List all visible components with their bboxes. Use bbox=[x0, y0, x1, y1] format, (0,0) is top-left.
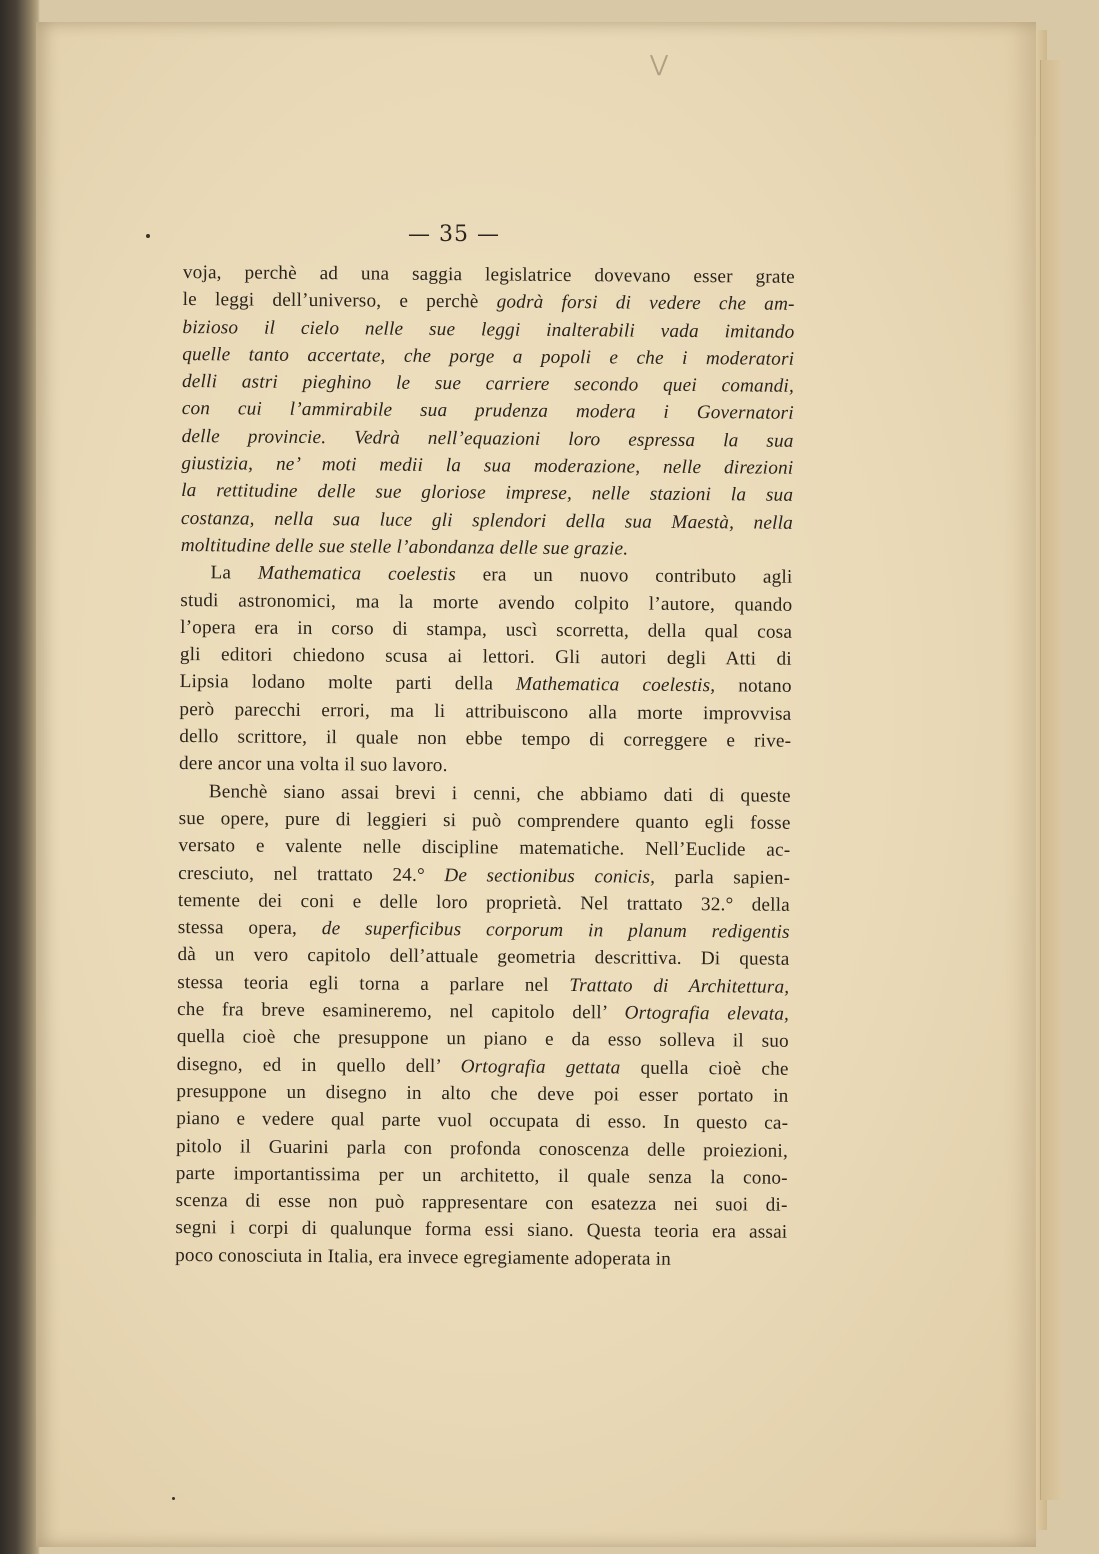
text-segment: La bbox=[210, 562, 258, 584]
text-segment: che fra breve esamineremo, nel capitolo dell’ bbox=[177, 998, 625, 1024]
text-line bbox=[175, 1242, 787, 1274]
italic-segment: con cui l’ammirabile sua prudenza modera i Governatori bbox=[181, 398, 794, 425]
text-segment: stessa opera, bbox=[177, 917, 322, 940]
page-edge bbox=[1040, 60, 1063, 1500]
ink-speck bbox=[172, 1497, 175, 1500]
italic-segment: quelle tanto accertate, che porge a popoli e che i moderatori bbox=[182, 343, 795, 370]
text-segment: Benchè siano assai brevi i cenni, che abbiamo dati di queste bbox=[208, 780, 791, 807]
text-segment: notano bbox=[715, 675, 792, 698]
text-segment: era un nuovo contributo agli bbox=[455, 564, 793, 589]
ink-speck bbox=[146, 234, 150, 238]
text-segment: però parecchi errori, ma li attribuiscono alla morte improvvisa bbox=[179, 698, 792, 725]
italic-segment: delle provincie. Vedrà nell’equazioni loro espressa la sua bbox=[181, 425, 794, 452]
italic-segment: la rettitudine delle sue gloriose imprese, nelle stazioni la sua bbox=[181, 480, 794, 507]
text-segment: l’opera era in corso di stampa, uscì scorretta, della qual cosa bbox=[180, 616, 793, 643]
italic-segment: godrà forsi di vedere che am- bbox=[496, 291, 795, 316]
text-segment: dello scrittore, il quale non ebbe tempo di correggere e rive- bbox=[179, 726, 792, 752]
italic-segment: Trattato di Architettura, bbox=[569, 974, 790, 998]
italic-segment: Ortografia gettata bbox=[460, 1055, 621, 1079]
text-line bbox=[175, 1214, 787, 1246]
italic-segment: De sectionibus conicis, bbox=[444, 864, 656, 888]
corner-mark: ⋁ bbox=[650, 52, 669, 77]
text-segment: le leggi dell’universo, e perchè bbox=[182, 289, 497, 313]
body-text bbox=[175, 259, 795, 1274]
text-line bbox=[183, 286, 795, 318]
text-segment: stessa teoria egli torna a parlare nel bbox=[177, 971, 570, 996]
text-segment: scenza di esse non può rappresentare con esatezza nei suoi di- bbox=[175, 1190, 788, 1216]
italic-segment: moltitudine delle sue stelle l’abondanza delle sue grazie. bbox=[180, 534, 629, 560]
text-segment: disegno, ed in quello dell’ bbox=[176, 1053, 461, 1077]
italic-segment: giustizia, ne’ moti medii la sua moderazione, nelle direzioni bbox=[181, 453, 794, 479]
text-segment: sue opere, pure di leggieri si può comprendere quanto egli fosse bbox=[178, 807, 791, 834]
text-segment: dere ancor una volta il suo lavoro. bbox=[178, 753, 448, 777]
italic-segment: delli astri pieghino le sue carriere secondo quei comandi, bbox=[181, 371, 795, 397]
text-line bbox=[180, 559, 792, 591]
text-segment: piano e vedere qual parte vuol occupata di esso. In questo ca- bbox=[176, 1108, 789, 1134]
text-segment: gli editori chiedono scusa ai lettori. Gli autori degli Atti di bbox=[179, 644, 792, 670]
text-segment: presuppone un disegno in alto che deve poi esser portato in bbox=[176, 1080, 789, 1107]
text-line bbox=[178, 832, 790, 864]
page-number: — 35 — bbox=[408, 222, 500, 247]
text-segment: poco conosciuta in Italia, era invece egregiamente adoperata in bbox=[175, 1244, 672, 1270]
text-line bbox=[179, 750, 791, 782]
text-segment: parte importantissima per un architetto, il quale senza la cono- bbox=[175, 1162, 788, 1189]
text-segment: quella cioè che bbox=[620, 1057, 789, 1080]
italic-segment: bizioso il cielo nelle sue leggi inalterabili vada imitando bbox=[182, 316, 795, 343]
italic-segment: de superficibus corporum in planum redigentis bbox=[321, 918, 790, 943]
text-line bbox=[176, 1105, 788, 1137]
text-segment: voja, perchè ad una saggia legislatrice dovevano esser grate bbox=[182, 261, 795, 288]
text-segment: segni i corpi di qualunque forma essi siano. Questa teoria era assai bbox=[175, 1217, 788, 1244]
text-segment: temente dei coni e delle loro proprietà. Nel trattato 32.° della bbox=[177, 889, 791, 916]
italic-segment: Ortografia elevata, bbox=[624, 1002, 790, 1025]
text-segment: parla sapien- bbox=[655, 866, 791, 889]
text-segment: Lipsia lodano molte parti della bbox=[179, 671, 517, 696]
italic-segment: Mathematica coelestis bbox=[257, 562, 457, 586]
text-segment: cresciuto, nel trattato 24.° bbox=[178, 862, 445, 886]
text-line bbox=[177, 1023, 789, 1055]
italic-segment: Mathematica coelestis, bbox=[515, 674, 716, 697]
text-line bbox=[181, 477, 793, 509]
text-segment: pitolo il Guarini parla con profonda conoscenza delle proiezioni, bbox=[175, 1135, 789, 1162]
text-segment: versato e valente nelle discipline matematiche. Nell’Euclide ac- bbox=[178, 835, 791, 862]
italic-segment: costanza, nella sua luce gli splendori della sua Maestà, nella bbox=[180, 507, 794, 534]
text-segment: quella cioè che presuppone un piano e da esso solleva il suo bbox=[176, 1026, 789, 1053]
text-segment: dà un vero capitolo dell’attuale geometria descrittiva. Di questa bbox=[177, 944, 790, 971]
text-segment: studi astronomici, ma la morte avendo colpito l’autore, quando bbox=[180, 589, 793, 616]
paper-page bbox=[36, 22, 1036, 1547]
